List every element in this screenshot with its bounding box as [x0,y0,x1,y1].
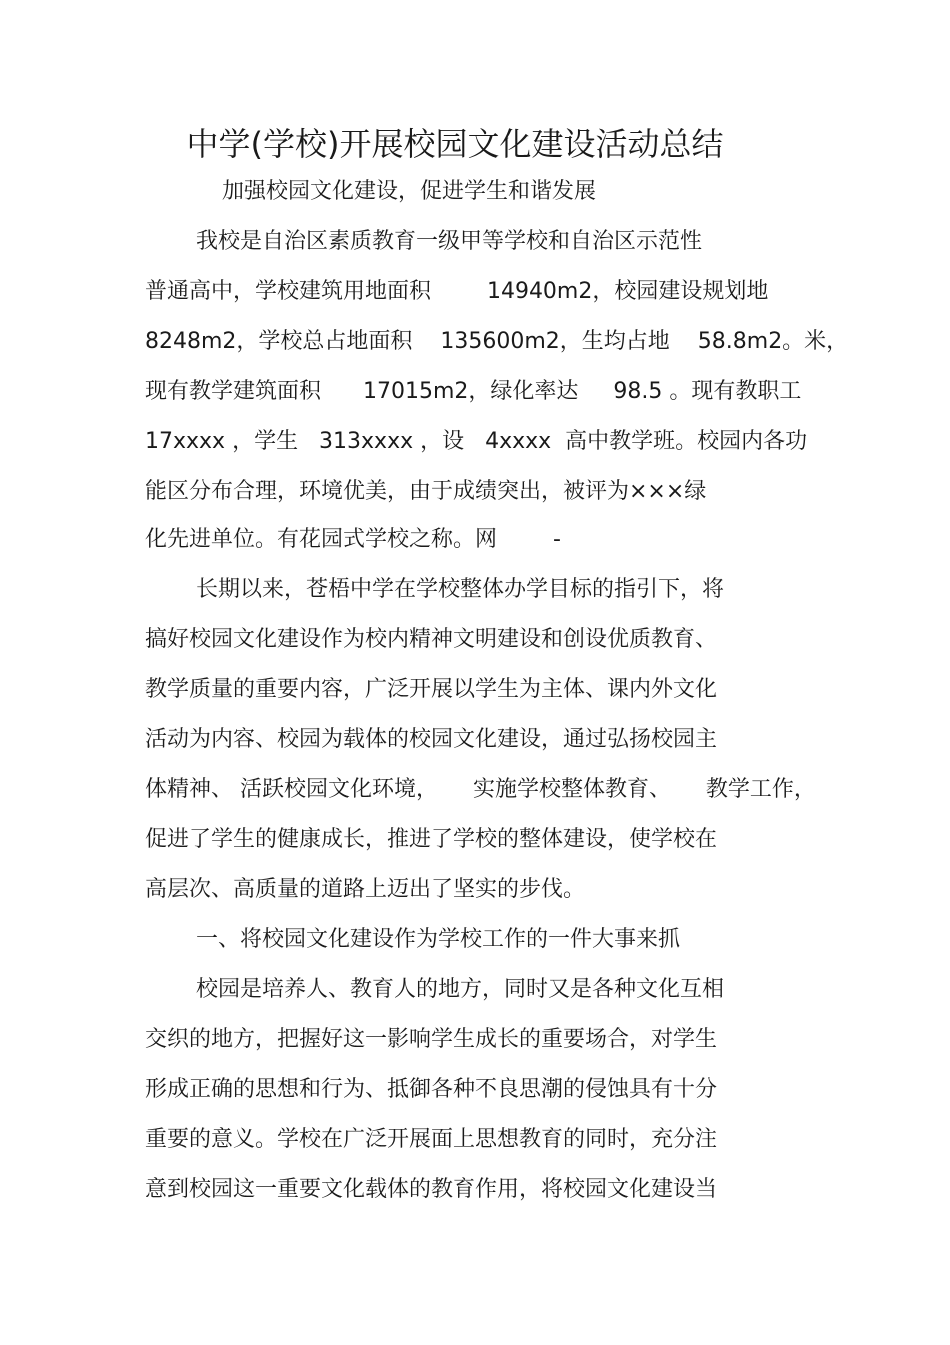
document-subtitle: 加强校园文化建设，促进学生和谐发展 [222,179,597,204]
body-line: 8248m2，学校总占地面积 135600m2，生均占地 58.8m2。米， [145,329,849,354]
body-line: 高层次、高质量的道路上迈出了坚实的步伐。 [145,877,586,902]
body-line: 形成正确的思想和行为、抵御各种不良思潮的侵蚀具有十分 [145,1077,718,1102]
body-line: 搞好校园文化建设作为校内精神文明建设和创设优质教育、 [145,627,718,652]
body-line: 重要的意义。学校在广泛开展面上思想教育的同时，充分注 [145,1127,718,1152]
body-line: 能区分布合理，环境优美，由于成绩突出，被评为×××绿 [145,479,707,504]
body-line: 现有教学建筑面积 17015m2，绿化率达 98.5 。现有教职工 [145,379,802,404]
body-line: 17xxxx ，学生 313xxxx ，设 4xxxx 高中教学班。校园内各功 [145,429,808,454]
body-line: 教学质量的重要内容，广泛开展以学生为主体、课内外文化 [145,677,718,702]
body-line: 化先进单位。有花园式学校之称。网 - [145,527,561,552]
body-line: 意到校园这一重要文化载体的教育作用，将校园文化建设当 [145,1177,718,1202]
section-heading: 一、将校园文化建设作为学校工作的一件大事来抓 [196,927,681,952]
body-line: 长期以来，苍梧中学在学校整体办学目标的指引下，将 [196,577,725,602]
body-line: 体精神、 活跃校园文化环境， 实施学校整体教育、 教学工作， [145,777,816,802]
body-line: 活动为内容、校园为载体的校园文化建设，通过弘扬校园主 [145,727,718,752]
body-line: 普通高中，学校建筑用地面积 14940m2，校园建设规划地 [145,279,769,304]
body-line: 我校是自治区素质教育一级甲等学校和自治区示范性 [196,229,703,254]
body-line: 校园是培养人、教育人的地方，同时又是各种文化互相 [196,977,725,1002]
body-line: 促进了学生的健康成长，推进了学校的整体建设，使学校在 [145,827,718,852]
body-line: 交织的地方，把握好这一影响学生成长的重要场合，对学生 [145,1027,718,1052]
document-title: 中学(学校)开展校园文化建设活动总结 [186,125,724,163]
